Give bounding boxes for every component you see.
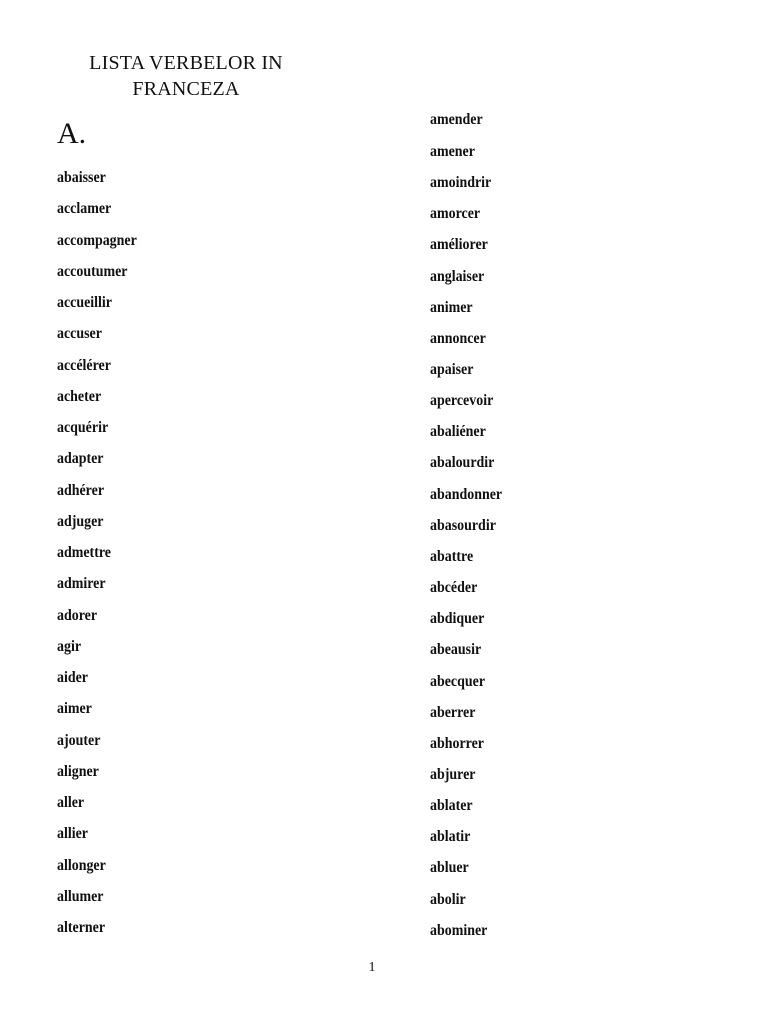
verb-list-item: agir — [57, 637, 82, 655]
page-number: 1 — [368, 960, 376, 975]
verb-list-item: aligner — [57, 762, 99, 780]
verb-list-item: amener — [430, 142, 475, 160]
verb-list-item: adorer — [57, 606, 98, 624]
verb-list-item: annoncer — [430, 329, 486, 347]
verb-list-item: admirer — [57, 575, 106, 593]
verb-list-item: aberrer — [430, 703, 476, 721]
verb-list-item: alterner — [57, 919, 106, 936]
verb-list-item: amender — [430, 111, 483, 128]
section-letter: A. — [57, 117, 87, 150]
verb-list-item: amoindrir — [430, 174, 492, 192]
verb-list-item: abhorrer — [430, 734, 484, 752]
verb-list-item: allonger — [57, 856, 106, 874]
verb-list-item: améliorer — [430, 236, 488, 254]
verb-list-item: allumer — [57, 887, 104, 905]
verb-list-item: acheter — [57, 387, 102, 405]
verb-list-item: acclamer — [57, 200, 112, 218]
verb-list-item: abattre — [430, 547, 474, 565]
verb-list-item: abaisser — [57, 169, 106, 186]
verb-list-item: accompagner — [57, 231, 137, 249]
verb-list-item: accoutumer — [57, 262, 128, 280]
verb-list-item: ajouter — [57, 731, 101, 749]
verb-list-item: abcéder — [430, 579, 478, 597]
verb-list-item: animer — [430, 298, 473, 316]
verb-list-item: accélérer — [57, 356, 111, 374]
verb-list-item: ablatir — [430, 828, 471, 846]
verb-list-item: admettre — [57, 544, 111, 561]
verb-list-item: adjuger — [57, 512, 104, 530]
verb-list-item: abdiquer — [430, 610, 485, 628]
title-line-1: LISTA VERBELOR IN — [89, 52, 283, 74]
verb-list-item: abecquer — [430, 672, 486, 690]
verb-list-item: abeausir — [430, 641, 482, 659]
verb-list-item: adapter — [57, 450, 104, 468]
verb-list-item: abandonner — [430, 485, 503, 503]
verb-list-item: allier — [57, 825, 88, 843]
verb-list-item: abolir — [430, 890, 466, 908]
verb-list-item: anglaiser — [430, 267, 485, 285]
verb-list-item: apaiser — [430, 361, 474, 378]
verb-list-item: abluer — [430, 859, 469, 877]
verb-list-item: acquérir — [57, 419, 109, 436]
verb-list-item: abasourdir — [430, 516, 496, 534]
verb-list-item: adhérer — [57, 481, 105, 499]
verb-list-item: abaliéner — [430, 423, 486, 441]
verb-list-item: abominer — [430, 921, 488, 939]
verb-list-item: aller — [57, 794, 85, 811]
verb-list-item: apercevoir — [430, 392, 494, 410]
verb-list-item: accuser — [57, 325, 102, 343]
verb-list-item: amorcer — [430, 205, 481, 223]
verb-list-item: accueillir — [57, 294, 113, 311]
document-title — [40, 50, 332, 102]
verb-list-item: abalourdir — [430, 454, 495, 472]
verb-list-item: aimer — [57, 700, 92, 718]
verb-list-item: aider — [57, 669, 88, 686]
verb-list-item: ablater — [430, 797, 473, 815]
title-line-2: FRANCEZA — [132, 78, 240, 100]
verb-list-item: abjurer — [430, 765, 476, 783]
